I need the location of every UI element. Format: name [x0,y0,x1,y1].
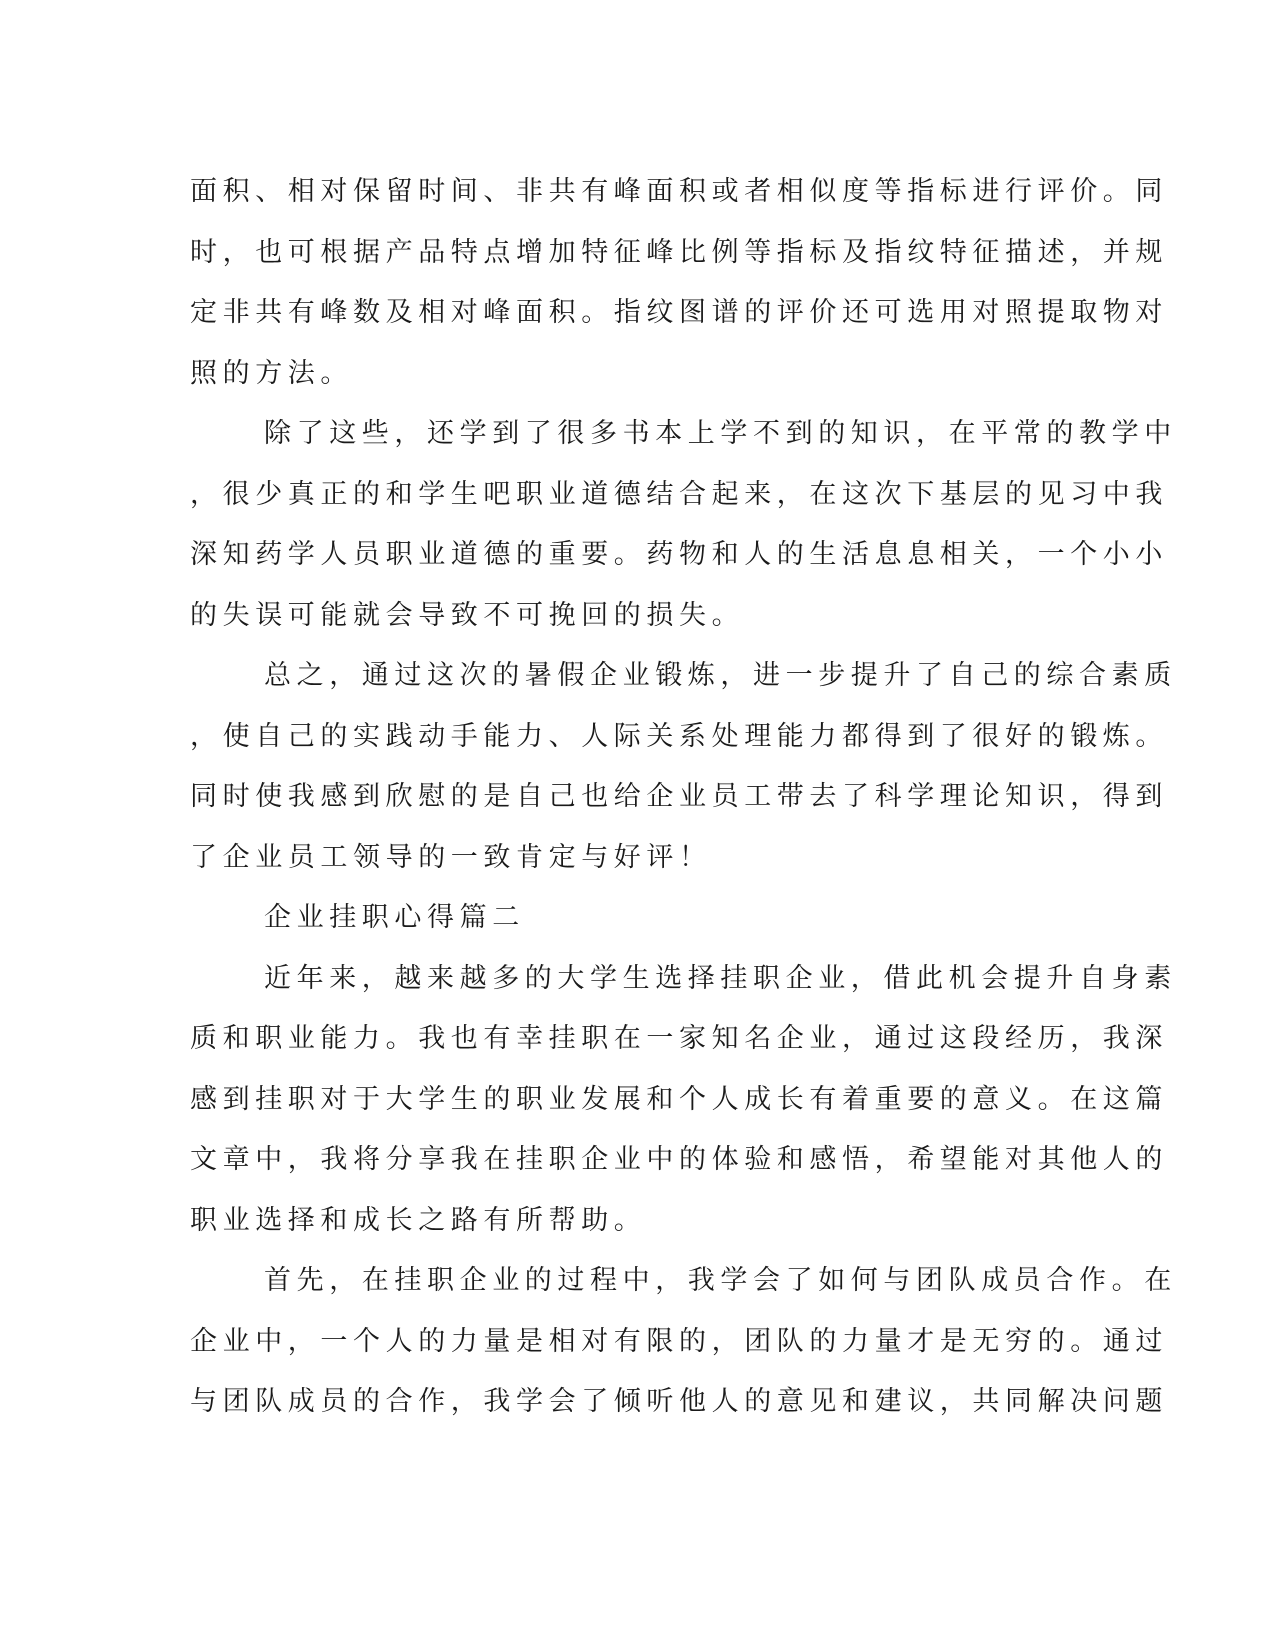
text-line: 职业选择和成长之路有所帮助。 [190,1204,647,1236]
text-line: 定非共有峰数及相对峰面积。指纹图谱的评价还可选用对照提取物对 [190,297,1168,328]
text-line: ，很少真正的和学生吧职业道德结合起来，在这次下基层的见习中我 [190,478,1168,510]
text-line: ，使自己的实践动手能力、人际关系处理能力都得到了很好的锻炼。 [190,720,1168,752]
text-line: 质和职业能力。我也有幸挂职在一家知名企业，通过这段经历，我深 [190,1023,1168,1054]
text-line: 感到挂职对于大学生的职业发展和个人成长有着重要的意义。在这篇 [190,1083,1168,1115]
text-line: 近年来，越来越多的大学生选择挂职企业，借此机会提升自身素 [264,962,1177,994]
text-line: 总之，通过这次的暑假企业锻炼，进一步提升了自己的综合素质 [264,660,1177,691]
text-line: 同时使我感到欣慰的是自己也给企业员工带去了科学理论知识，得到 [190,781,1168,812]
document-body [190,162,1177,1433]
text-line: 照的方法。 [190,357,353,389]
text-line: 了企业员工领导的一致肯定与好评！ [190,841,712,873]
text-line: 文章中，我将分享我在挂职企业中的体验和感悟，希望能对其他人的 [190,1144,1168,1175]
text-line: 与团队成员的合作，我学会了倾听他人的意见和建议，共同解决问题 [190,1386,1168,1417]
text-line: 首先，在挂职企业的过程中，我学会了如何与团队成员合作。在 [264,1265,1177,1296]
text-line: 的失误可能就会导致不可挽回的损失。 [190,599,745,631]
text-line: 时，也可根据产品特点增加特征峰比例等指标及指纹特征描述，并规 [190,236,1168,268]
text-line: 深知药学人员职业道德的重要。药物和人的生活息息相关，一个小小 [190,539,1168,570]
text-line: 除了这些，还学到了很多书本上学不到的知识，在平常的教学中 [264,418,1177,449]
text-line: 面积、相对保留时间、非共有峰面积或者相似度等指标进行评价。同 [190,176,1168,207]
section-heading: 企业挂职心得篇二 [264,902,525,933]
text-line: 企业中，一个人的力量是相对有限的，团队的力量才是无穷的。通过 [190,1325,1168,1357]
